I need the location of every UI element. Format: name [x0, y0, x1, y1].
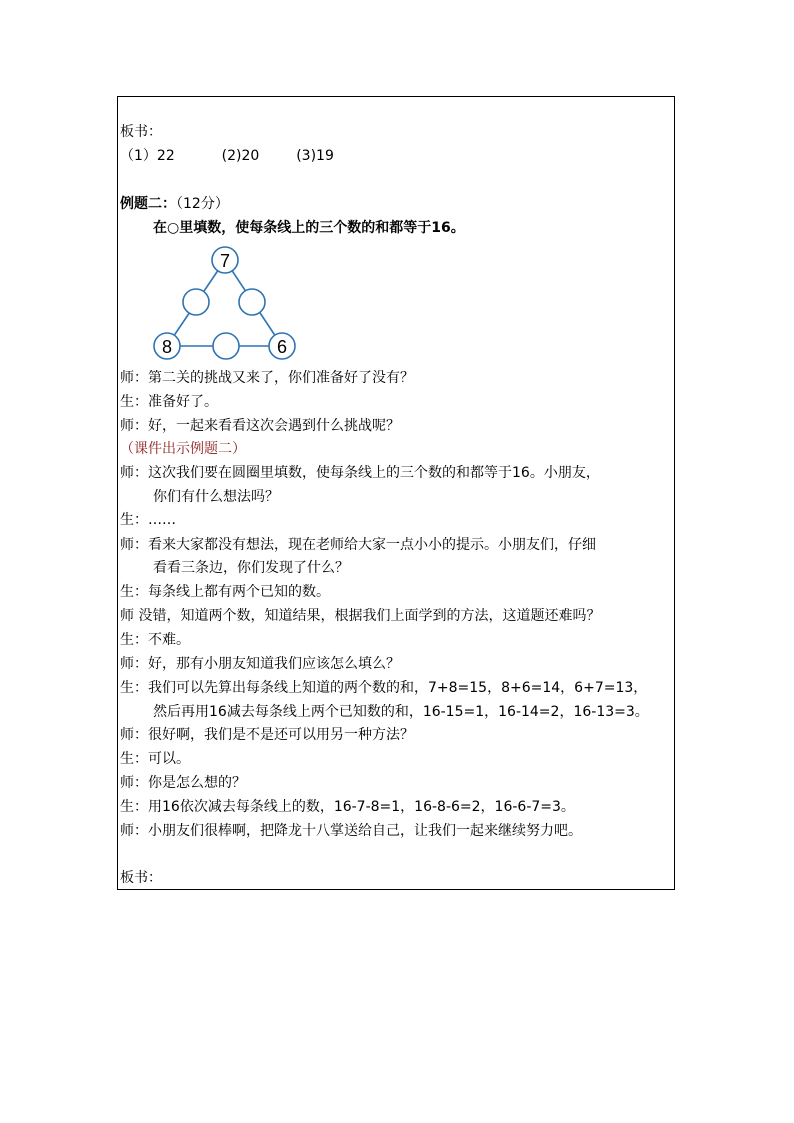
dialogue-line: 生：不难。 — [120, 632, 190, 648]
dialogue-line: 生：我们可以先算出每条线上知道的两个数的和，7+8=15，8+6=14，6+7=13， — [120, 680, 648, 696]
dialogue-line: 师 没错，知道两个数，知道结果，根据我们上面学到的方法，这道题还难吗？ — [120, 608, 601, 624]
circle-right-blank — [239, 289, 265, 315]
dialogue-line: 师：第二关的挑战又来了，你们准备好了没有？ — [120, 370, 414, 386]
board-label: 板书： — [120, 124, 162, 140]
dialogue-line: 看看三条边，你们发现了什么？ — [153, 560, 349, 576]
dialogue-line: 生：用16依次减去每条线上的数，16-7-8=1，16-8-6=2，16-6-7=3。 — [120, 799, 575, 815]
number-bottom-left: 8 — [161, 337, 173, 357]
board-answers — [120, 146, 334, 166]
triangle-diagram — [146, 242, 306, 364]
dialogue-line: 师：你是怎么想的？ — [120, 775, 246, 791]
dialogue-line: 生：…… — [120, 512, 176, 528]
board-label-2: 板书： — [120, 870, 162, 886]
example-heading — [120, 194, 229, 214]
example-score: （12分） — [176, 196, 229, 212]
courseware-note: （课件出示例题二） — [120, 441, 246, 457]
dialogue-line: 生：每条线上都有两个已知的数。 — [120, 584, 330, 600]
dialogue-line: 师：好，一起来看看这次会遇到什么挑战呢？ — [120, 418, 400, 434]
number-bottom-right: 6 — [276, 337, 288, 357]
dialogue-line: 师：小朋友们很棒啊，把降龙十八掌送给自己，让我们一起来继续努力吧。 — [120, 823, 582, 839]
dialogue-line: 然后再用16减去每条线上两个已知数的和，16-15=1，16-14=2，16-13=3。 — [153, 704, 649, 720]
dialogue-line: 生：可以。 — [120, 751, 190, 767]
dialogue-line: 你们有什么想法吗？ — [153, 489, 279, 505]
dialogue-line: 师：很好啊，我们是不是还可以用另一种方法？ — [120, 727, 414, 743]
board-answer-2: (2)20 — [221, 148, 260, 164]
dialogue-line: 生：准备好了。 — [120, 394, 218, 410]
example-title: 例题二： — [120, 196, 176, 212]
dialogue-line: 师：好，那有小朋友知道我们应该怎么填么？ — [120, 656, 400, 672]
board-answer-1: （1）22 — [120, 148, 175, 164]
circle-bottom-blank — [213, 333, 239, 359]
circle-left-blank — [183, 289, 209, 315]
dialogue-line: 师：看来大家都没有想法，现在老师给大家一点小小的提示。小朋友们，仔细 — [120, 537, 596, 553]
number-top: 7 — [219, 251, 231, 271]
dialogue-line: 师：这次我们要在圆圈里填数，使每条线上的三个数的和都等于16。小朋友， — [120, 465, 600, 481]
board-answer-3: (3)19 — [296, 148, 334, 164]
example-task: 在○里填数，使每条线上的三个数的和都等于16。 — [153, 220, 465, 236]
